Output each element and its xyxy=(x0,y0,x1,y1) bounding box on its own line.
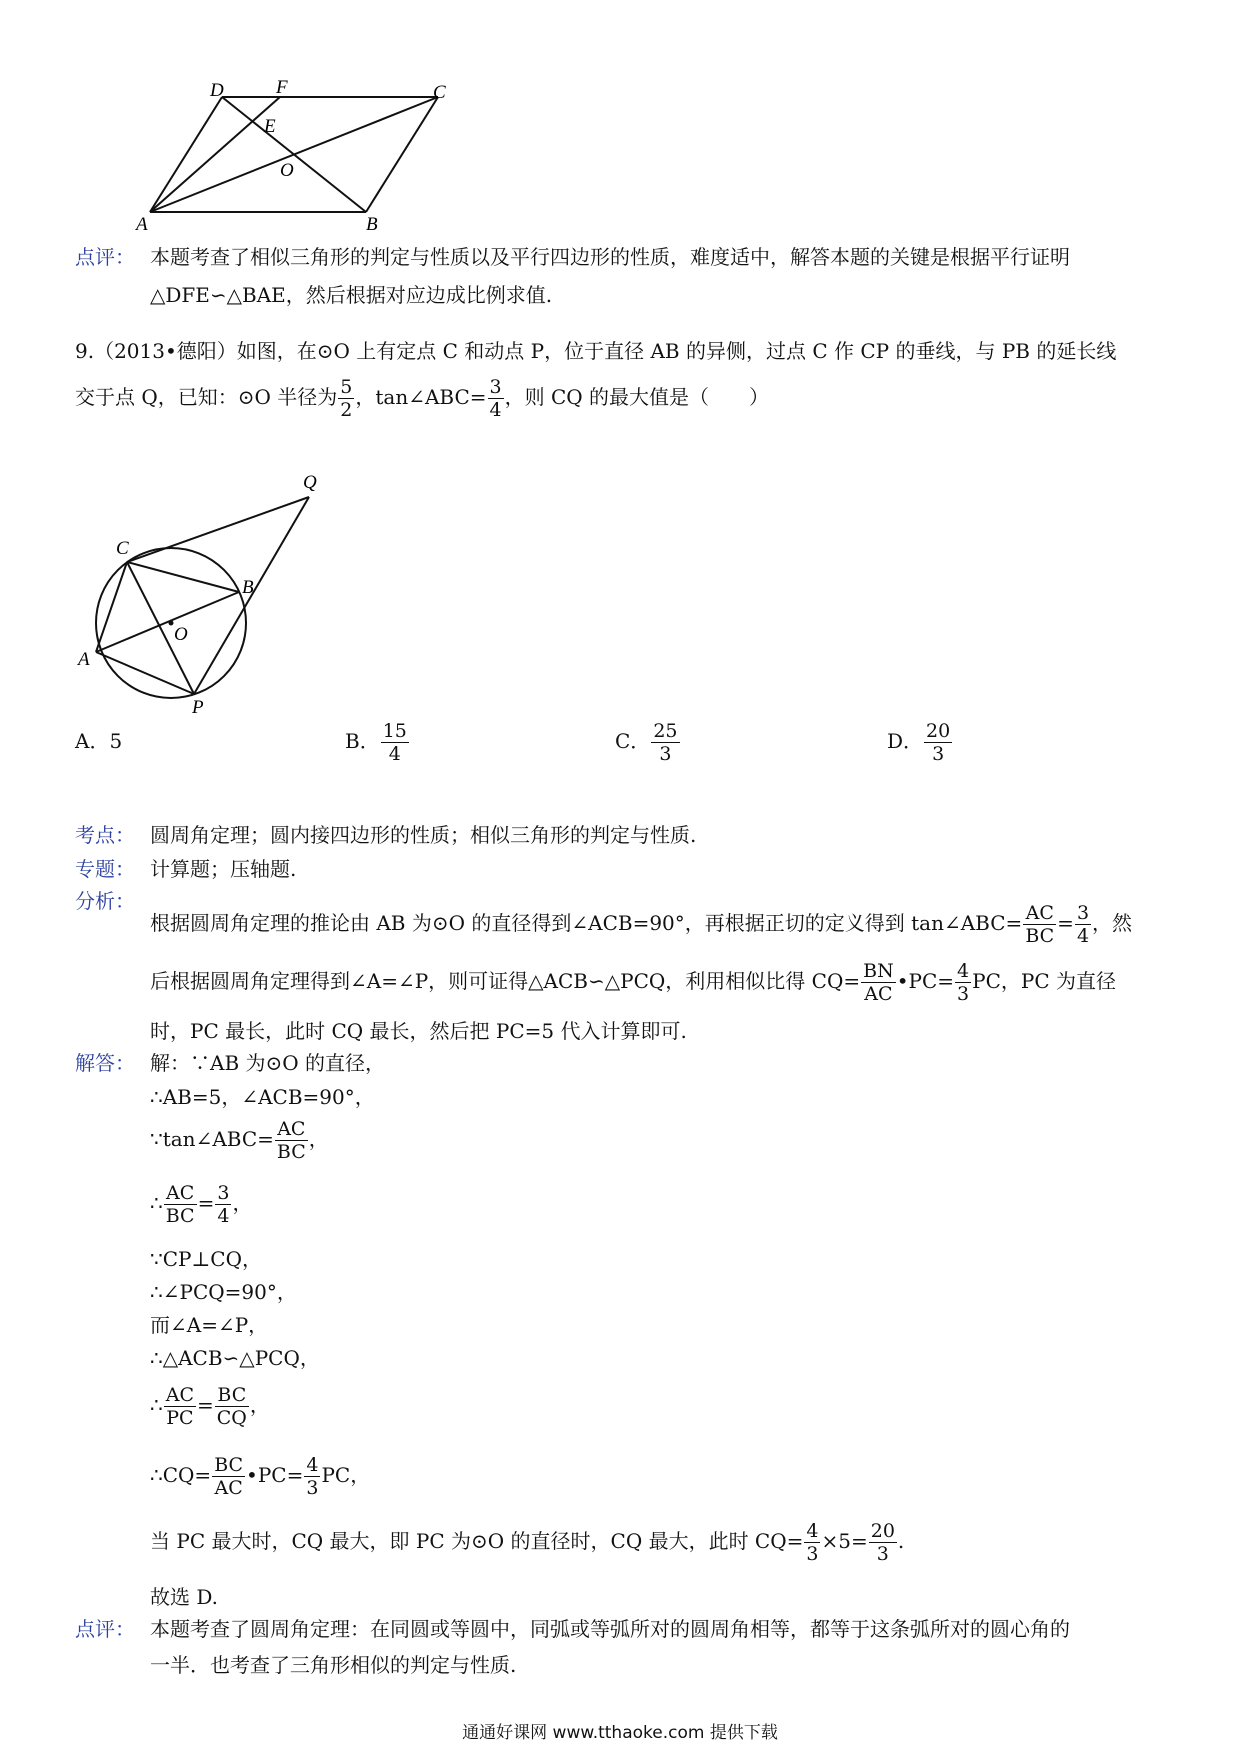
frac-num: 25 xyxy=(653,720,678,742)
fraction xyxy=(861,960,896,1005)
q9-text-b: ，tan∠ABC= xyxy=(355,385,487,409)
solution-step: ∴∠PCQ=90°， xyxy=(150,1280,297,1304)
fraction xyxy=(275,1118,308,1163)
option-b-fraction xyxy=(381,720,409,765)
frac-num: 3 xyxy=(217,1182,230,1204)
frac-den: AC xyxy=(861,982,896,1005)
frac-den: BC xyxy=(276,1141,306,1163)
option-b[interactable] xyxy=(345,718,410,765)
frac-num: 20 xyxy=(870,1520,895,1542)
frac-den: 4 xyxy=(381,742,409,765)
option-c-fraction xyxy=(651,720,679,765)
solution-step xyxy=(150,1518,904,1565)
frac-den: 2 xyxy=(340,399,353,421)
fraction xyxy=(164,1182,197,1227)
kaodian-text: 圆周角定理；圆内接四边形的性质；相似三角形的判定与性质. xyxy=(150,823,697,847)
label-c: C xyxy=(116,538,129,559)
review-1-line1: 本题考查了相似三角形的判定与性质以及平行四边形的性质，难度适中，解答本题的关键是根据平行证明 xyxy=(150,245,1070,269)
page-footer: 通通好课网 www.tthaoke.com 提供下载 xyxy=(462,1723,778,1743)
fraction xyxy=(955,960,971,1005)
frac-den: 3 xyxy=(869,1542,897,1565)
solution-text: 当 PC 最大时，CQ 最大，即 PC 为⊙O 的直径时，CQ 最大，此时 CQ= xyxy=(150,1529,804,1553)
option-d-fraction xyxy=(924,720,952,765)
zhuanti-text: 计算题；压轴题. xyxy=(150,857,297,881)
solution-step: 解：∵AB 为⊙O 的直径， xyxy=(150,1051,386,1075)
solution-text: ， xyxy=(249,1393,270,1417)
circle-figure xyxy=(70,465,330,715)
option-d-label: D． xyxy=(887,729,924,753)
solution-step: ∵CP⊥CQ， xyxy=(150,1247,262,1271)
fraction xyxy=(164,1384,196,1429)
frac-num: 4 xyxy=(957,960,970,982)
frac-num: BC xyxy=(214,1454,244,1476)
fenxi-line2 xyxy=(150,958,1116,1005)
solution-text: •PC= xyxy=(246,1463,304,1487)
frac-den: 3 xyxy=(806,1543,819,1565)
q9-text-c: ，则 CQ 的最大值是（ ） xyxy=(504,385,770,409)
solution-text: PC， xyxy=(321,1463,371,1487)
equals: = xyxy=(197,1191,215,1215)
review-2-label: 点评： xyxy=(75,1617,135,1641)
solution-step xyxy=(150,1452,370,1499)
jieda-label: 解答： xyxy=(75,1051,135,1075)
equals: = xyxy=(1057,911,1074,935)
q9-text-a: 交于点 Q，已知：⊙O 半径为 xyxy=(75,385,338,409)
solution-text: ∵tan∠ABC= xyxy=(150,1127,274,1151)
solution-step xyxy=(150,1382,270,1429)
fraction xyxy=(869,1520,897,1565)
equals: = xyxy=(197,1393,214,1417)
solution-text: ∴ xyxy=(150,1393,163,1417)
zhuanti-label: 专题： xyxy=(75,857,135,881)
frac-num: AC xyxy=(166,1182,195,1204)
frac-num: AC xyxy=(1025,902,1054,924)
label-d: D xyxy=(210,80,224,101)
frac-num: 4 xyxy=(806,1520,819,1542)
frac-den: BC xyxy=(1025,925,1055,947)
solution-text: . xyxy=(897,1529,905,1553)
fenxi-text: •PC= xyxy=(896,969,955,993)
solution-step: ∴△ACB∽△PCQ， xyxy=(150,1346,320,1370)
fenxi-line3: 时，PC 最长，此时 CQ 最长，然后把 PC=5 代入计算即可. xyxy=(150,1019,687,1043)
frac-den: BC xyxy=(165,1205,195,1227)
option-b-label: B． xyxy=(345,729,380,753)
label-b: B xyxy=(242,577,254,598)
fenxi-line1 xyxy=(150,900,1132,947)
frac-num: BN xyxy=(863,960,894,982)
frac-num: 15 xyxy=(382,720,407,742)
radius-fraction xyxy=(338,376,354,421)
label-b: B xyxy=(366,214,378,235)
frac-num: 3 xyxy=(489,376,502,398)
center-point xyxy=(169,621,174,626)
tan-fraction xyxy=(488,376,504,421)
frac-den: PC xyxy=(164,1406,196,1429)
frac-den: 4 xyxy=(489,399,502,421)
frac-num: BC xyxy=(217,1384,247,1406)
fraction xyxy=(1023,902,1056,947)
label-a: A xyxy=(136,214,148,235)
option-a-value: 5 xyxy=(109,729,123,753)
fraction xyxy=(804,1520,820,1565)
fraction xyxy=(1075,902,1091,947)
fraction xyxy=(304,1454,320,1499)
solution-text: ， xyxy=(308,1127,329,1151)
label-a: A xyxy=(78,649,90,670)
label-o: O xyxy=(174,624,188,645)
review-1 xyxy=(75,242,135,272)
frac-den: 4 xyxy=(1076,925,1090,947)
option-a[interactable] xyxy=(75,726,122,756)
fenxi-text: ，然 xyxy=(1092,911,1133,935)
parallelogram-figure xyxy=(120,70,480,245)
kaodian-label: 考点： xyxy=(75,823,135,847)
fraction xyxy=(215,1384,249,1429)
option-a-label: A． xyxy=(75,729,110,753)
solution-text: ∴ xyxy=(150,1191,163,1215)
fraction xyxy=(215,1182,231,1227)
question-9-line2 xyxy=(75,374,769,421)
solution-text: ×5= xyxy=(821,1529,868,1553)
fenxi-text: 后根据圆周角定理得到∠A=∠P，则可证得△ACB∽△PCQ，利用相似比得 CQ= xyxy=(150,969,861,993)
label-p: P xyxy=(192,697,204,715)
solution-step xyxy=(150,1180,252,1227)
solution-text: ∴CQ= xyxy=(150,1463,212,1487)
frac-num: AC xyxy=(277,1118,306,1140)
frac-den: 3 xyxy=(924,742,952,765)
fraction xyxy=(212,1454,245,1499)
review-2-line2: 一半．也考查了三角形相似的判定与性质. xyxy=(150,1653,517,1677)
option-c[interactable] xyxy=(615,718,681,765)
review-1-line2: △DFE∽△BAE，然后根据对应边成比例求值. xyxy=(150,283,553,307)
option-c-label: C． xyxy=(615,729,651,753)
label-f: F xyxy=(276,77,288,98)
frac-num: 3 xyxy=(1076,902,1090,924)
review-label: 点评： xyxy=(75,245,135,269)
label-c: C xyxy=(433,82,446,103)
fenxi-label: 分析： xyxy=(75,889,135,913)
fenxi-text: PC，PC 为直径 xyxy=(972,969,1117,993)
option-d[interactable] xyxy=(887,718,953,765)
label-q: Q xyxy=(303,472,317,493)
frac-den: 3 xyxy=(957,983,970,1005)
label-o: O xyxy=(280,160,294,181)
solution-step xyxy=(150,1116,329,1163)
frac-den: 3 xyxy=(306,1477,319,1499)
frac-num: 4 xyxy=(306,1454,319,1476)
solution-text: ， xyxy=(232,1191,253,1215)
frac-num: 20 xyxy=(926,720,951,742)
frac-den: 3 xyxy=(651,742,679,765)
solution-step: 而∠A=∠P， xyxy=(150,1313,269,1337)
fenxi-text: 根据圆周角定理的推论由 AB 为⊙O 的直径得到∠ACB=90°，再根据正切的定义得到 tan∠ABC= xyxy=(150,911,1023,935)
review-2-line1: 本题考查了圆周角定理：在同圆或等圆中，同弧或等弧所对的圆周角相等，都等于这条弧所对的圆心角的 xyxy=(150,1617,1070,1641)
frac-num: 5 xyxy=(340,376,353,398)
frac-den: AC xyxy=(212,1476,245,1499)
solution-step: ∴AB=5，∠ACB=90°， xyxy=(150,1085,375,1109)
question-9-line1: 9.（2013•德阳）如图，在⊙O 上有定点 C 和动点 P，位于直径 AB 的异侧，过点 C 作 CP 的垂线，与 PB 的延长线 xyxy=(75,339,1117,363)
label-e: E xyxy=(264,116,276,137)
frac-num: AC xyxy=(165,1384,194,1406)
frac-den: 4 xyxy=(217,1205,230,1227)
frac-den: CQ xyxy=(216,1407,247,1429)
solution-step: 故选 D. xyxy=(150,1585,219,1609)
